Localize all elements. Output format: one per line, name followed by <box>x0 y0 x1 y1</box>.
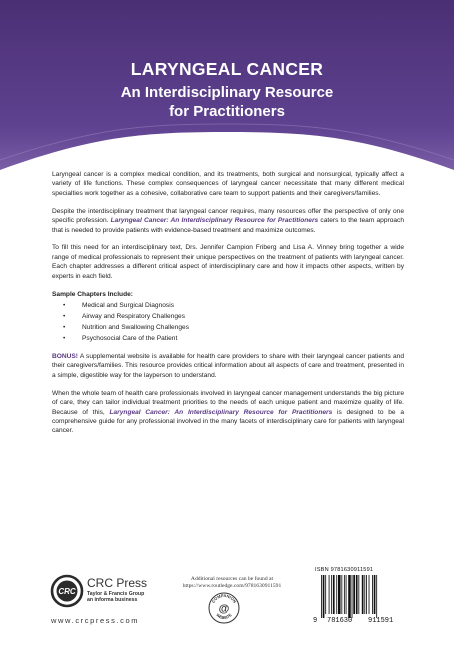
companion-website-icon <box>208 592 240 624</box>
barcode-bar <box>353 575 355 614</box>
book-subtitle-line1: An Interdisciplinary Resource <box>120 84 334 101</box>
barcode-bar <box>358 575 359 614</box>
barcode-bar <box>362 575 364 614</box>
chapter-list <box>52 300 404 344</box>
description <box>52 170 404 444</box>
book-title-reference: Laryngeal Cancer: An Interdisciplinary Resource for Practitioners <box>110 217 319 225</box>
barcode-bar <box>364 575 365 614</box>
barcode-bar <box>369 575 370 614</box>
paragraph-intro: Laryngeal cancer is a complex medical condition, and its treatments, both surgical and nonsurgical, typically affect a variety of life functions. These complex consequences of laryngeal cancer necessitate that many different medical specialties work together as a cohesive, collaborative care team to support patients and their caregivers/families. <box>52 171 404 197</box>
barcode-bar <box>325 575 326 614</box>
publisher-group-line: an informa business <box>87 597 138 604</box>
barcode-digit-group: 781630 <box>327 617 353 625</box>
barcode-bar <box>376 575 377 618</box>
barcode-bar <box>338 575 341 614</box>
title-block <box>0 58 454 121</box>
paragraph-summary <box>52 389 404 436</box>
paragraph-editors: To fill this need for an interdisciplinary text, Drs. Jennifer Campion Friberg and Lisa A. Vinney bring together a wide range of medical professionals to represent their unique perspectives on the treatment of patients with laryngeal cancer. Each chapter addresses a different critical aspect of interdisciplinary care and how it impacts other aspects, written by experts in each field. <box>52 244 404 280</box>
paragraph-text: caters to the team approach that is needed to provide patients with evidence-based treatment and maximize outcomes. <box>52 217 405 234</box>
barcode-icon <box>313 575 407 619</box>
resources-url-link[interactable]: https://www.routledge.com/9781630911591 <box>182 583 282 589</box>
paragraph-text: When the whole team of health care professionals involved in laryngeal cancer management understands the big picture of care, they can tailor individual treatment priorities to the needs of each unique patient and maximize quality of life. Because of this, <box>52 389 404 416</box>
companion-top-text: COMPANION <box>210 592 238 604</box>
paragraph-bonus <box>52 352 404 380</box>
paragraph-perspective <box>52 207 404 235</box>
publisher-group-line: Taylor & Francis Group <box>87 591 145 597</box>
additional-resources <box>163 576 301 590</box>
barcode-bar <box>352 575 353 618</box>
barcode-digit-group: 9 <box>313 617 318 625</box>
barcode-bar <box>336 575 337 614</box>
list-item: • Airway and Respiratory Challenges <box>52 311 404 322</box>
barcode-digit-group: 911591 <box>368 617 394 625</box>
publisher-logo <box>50 574 150 614</box>
barcode-bar <box>356 575 358 614</box>
barcode-bar <box>348 575 351 618</box>
publisher-website-link[interactable]: www.crcpress.com <box>51 616 140 625</box>
barcode-bar <box>366 575 367 614</box>
book-title-reference: Laryngeal Cancer: An Interdisciplinary Resource for Practitioners <box>109 408 333 416</box>
barcode-bar <box>321 575 322 618</box>
barcode-area <box>313 567 407 627</box>
at-sign-icon: @ <box>218 603 230 615</box>
barcode-bar <box>346 575 347 614</box>
publisher-group <box>87 591 144 604</box>
list-item: • Psychosocial Care of the Patient <box>52 333 404 344</box>
book-subtitle-line2: for Practitioners <box>169 103 285 120</box>
list-item: • Medical and Surgical Diagnosis <box>52 300 404 311</box>
isbn-number: ISBN 9781630911591 <box>315 567 374 573</box>
paragraph-text: Despite the interdisciplinary treatment that laryngeal cancer requires, many resources offer the perspective of only one specific profession. <box>52 207 404 225</box>
barcode-bar <box>331 575 332 614</box>
bonus-label: BONUS! <box>52 352 79 360</box>
barcode-bar <box>374 575 376 614</box>
barcode-bar <box>323 575 325 618</box>
paragraph-text: is designed to be a comprehensive guide for any professional involved in the many facets of interdisciplinary care for patients with laryngeal cancer. <box>52 408 405 435</box>
companion-bottom-text: WEBSITE <box>215 612 233 621</box>
resources-text: Additional resources can be found at <box>190 576 274 582</box>
sample-chapters-heading: Sample Chapters Include: <box>52 290 133 298</box>
publisher-name: CRC Press <box>87 576 148 590</box>
barcode-bar <box>341 575 342 614</box>
crc-logo-icon <box>50 574 84 608</box>
barcode-bar <box>372 575 373 614</box>
barcode-bar <box>344 575 345 614</box>
barcode-bar <box>333 575 335 614</box>
list-item: • Nutrition and Swallowing Challenges <box>52 322 404 333</box>
book-title: LARYNGEAL CANCER <box>130 59 324 79</box>
paragraph-text: A supplemental website is available for health care providers to share with their laryngeal cancer patients and their caregivers/families. This resource provides critical information about all aspects of care and treatment, presented in a simple, digestible way for the layperson to understand. <box>52 352 404 379</box>
logo-text: CRC <box>58 587 76 596</box>
barcode-bar <box>329 575 330 614</box>
